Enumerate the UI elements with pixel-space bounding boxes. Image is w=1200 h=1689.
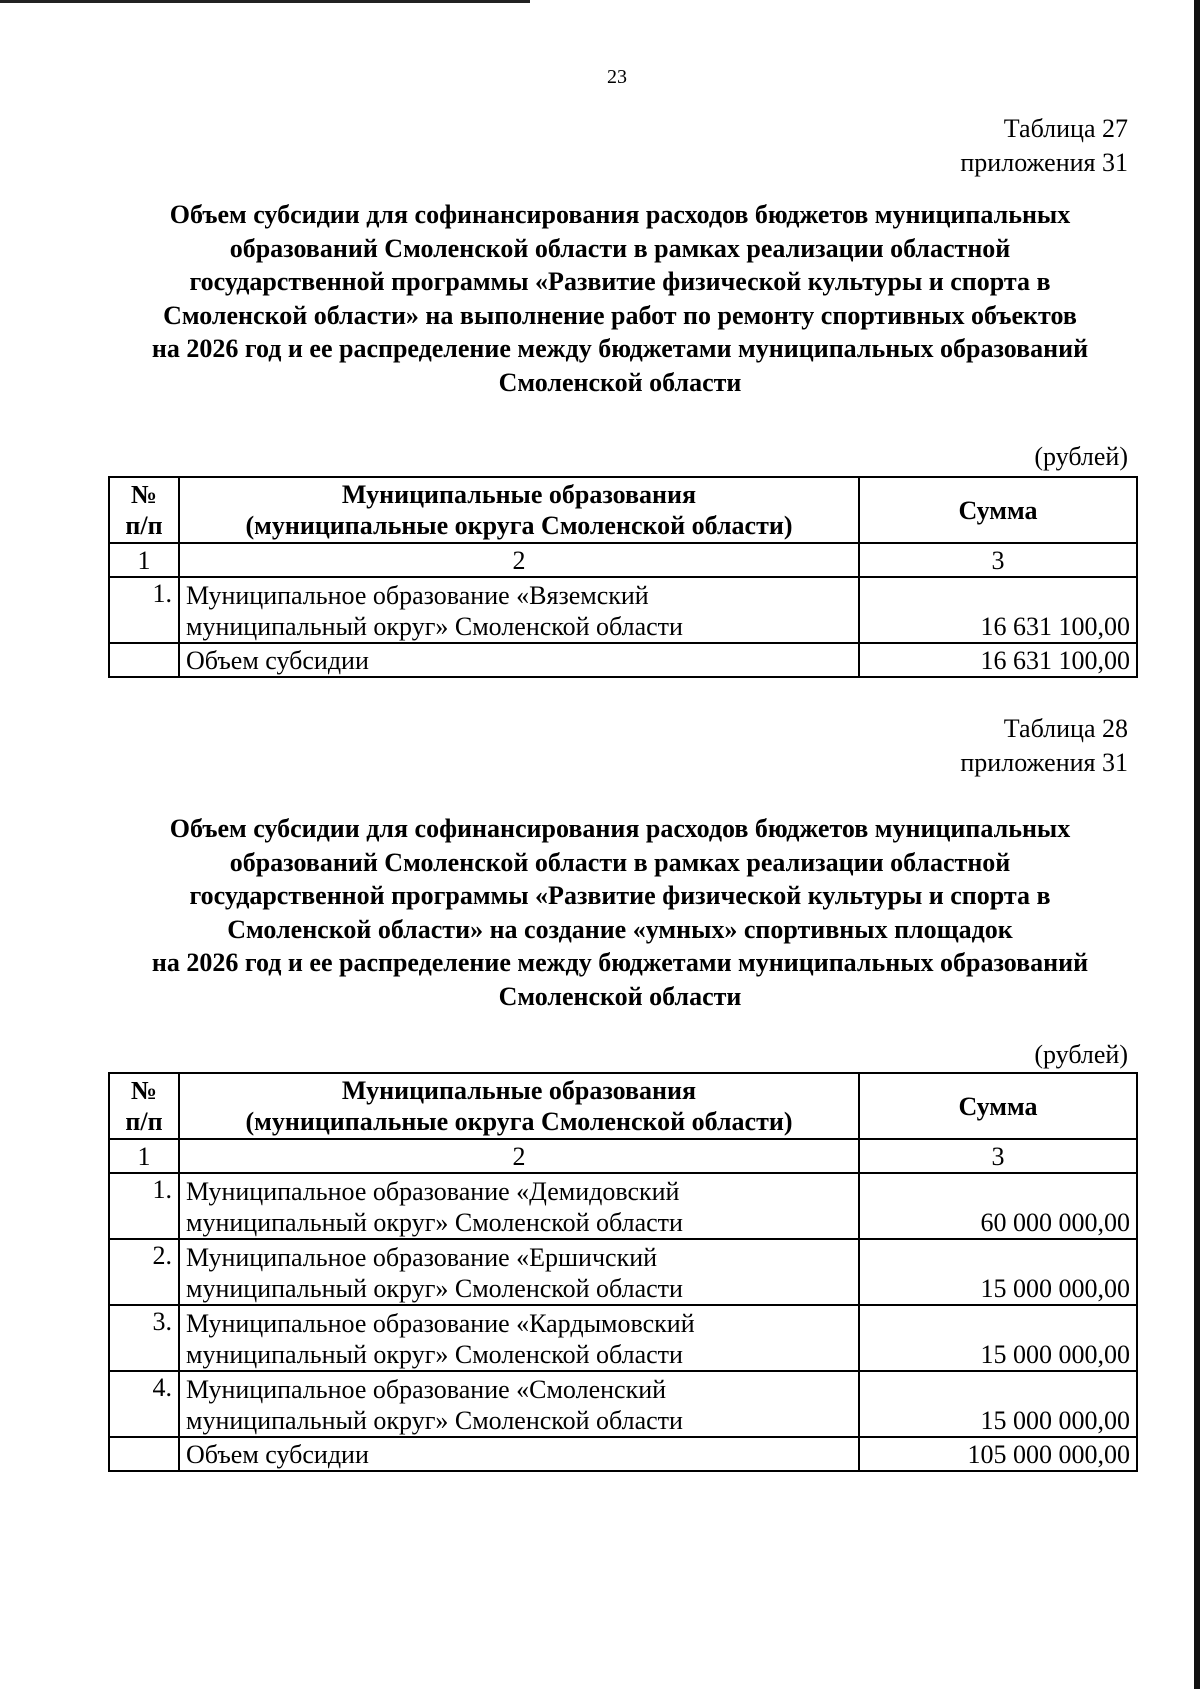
row-sum: 60 000 000,00: [859, 1173, 1137, 1239]
total-row: [109, 1437, 1137, 1471]
column-number: 1: [109, 543, 179, 577]
title-line: Объем субсидии для софинансирования расходов бюджетов муниципальных: [169, 200, 1071, 229]
table-row: [109, 1371, 1137, 1437]
caption-line: Таблица 27: [1003, 114, 1128, 143]
caption-line: приложения 31: [960, 148, 1128, 177]
table-27-title: [105, 198, 1135, 399]
row-number: 3.: [109, 1305, 179, 1371]
total-num-cell: [109, 1437, 179, 1471]
header-num: № п/п: [109, 477, 179, 543]
total-row: [109, 643, 1137, 677]
title-line: Смоленской области» на создание «умных» спортивных площадок: [227, 914, 1013, 944]
column-number: 1: [109, 1139, 179, 1173]
header-name: Муниципальные образования (муниципальные округа Смоленской области): [179, 477, 859, 543]
title-line: Смоленской области: [498, 981, 742, 1011]
column-number: 3: [859, 543, 1137, 577]
row-sum: 16 631 100,00: [859, 577, 1137, 643]
row-number: 2.: [109, 1239, 179, 1305]
header-name: Муниципальные образования (муниципальные округа Смоленской области): [179, 1073, 859, 1139]
total-label: Объем субсидии: [179, 1437, 859, 1471]
header-row: [109, 477, 1137, 543]
total-sum: 16 631 100,00: [859, 643, 1137, 677]
table-28-caption: [960, 712, 1128, 780]
table-row: [109, 1305, 1137, 1371]
title-line: на 2026 год и ее распределение между бюджетами муниципальных образований: [151, 948, 1089, 977]
row-name: Муниципальное образование «Демидовский муниципальный округ» Смоленской области: [179, 1173, 859, 1239]
header-num: № п/п: [109, 1073, 179, 1139]
row-name: Муниципальное образование «Кардымовский муниципальный округ» Смоленской области: [179, 1305, 859, 1371]
row-sum: 15 000 000,00: [859, 1239, 1137, 1305]
total-num-cell: [109, 643, 179, 677]
title-line: государственной программы «Развитие физической культуры и спорта в: [189, 267, 1051, 296]
title-line: государственной программы «Развитие физической культуры и спорта в: [189, 881, 1051, 910]
column-number: 3: [859, 1139, 1137, 1173]
header-row: [109, 1073, 1137, 1139]
row-sum: 15 000 000,00: [859, 1305, 1137, 1371]
table-27-units: (рублей): [1034, 442, 1128, 471]
total-label: Объем субсидии: [179, 643, 859, 677]
header-sum: Сумма: [859, 477, 1137, 543]
column-numbers-row: [109, 543, 1137, 577]
title-line: образований Смоленской области в рамках реализации областной: [229, 233, 1011, 263]
caption-line: Таблица 28: [1003, 714, 1128, 743]
table-28-units: (рублей): [1034, 1040, 1128, 1069]
total-sum: 105 000 000,00: [859, 1437, 1137, 1471]
title-line: Объем субсидии для софинансирования расходов бюджетов муниципальных: [169, 814, 1071, 843]
header-sum: Сумма: [859, 1073, 1137, 1139]
title-line: образований Смоленской области в рамках реализации областной: [229, 847, 1011, 877]
table-row: [109, 1173, 1137, 1239]
table-row: [109, 1239, 1137, 1305]
table-28-title: [105, 812, 1135, 1013]
title-line: Смоленской области: [498, 367, 742, 397]
column-number: 2: [179, 1139, 859, 1173]
row-name: Муниципальное образование «Ершичский муниципальный округ» Смоленской области: [179, 1239, 859, 1305]
table-27-caption: [960, 112, 1128, 180]
page-number: 23: [607, 66, 627, 88]
row-name: Муниципальное образование «Смоленский муниципальный округ» Смоленской области: [179, 1371, 859, 1437]
row-number: 1.: [109, 577, 179, 643]
title-line: на 2026 год и ее распределение между бюджетами муниципальных образований: [151, 334, 1089, 363]
row-number: 4.: [109, 1371, 179, 1437]
row-sum: 15 000 000,00: [859, 1371, 1137, 1437]
column-numbers-row: [109, 1139, 1137, 1173]
table-row: [109, 577, 1137, 643]
table-27: [108, 476, 1138, 678]
row-name: Муниципальное образование «Вяземский муниципальный округ» Смоленской области: [179, 577, 859, 643]
caption-line: приложения 31: [960, 748, 1128, 777]
column-number: 2: [179, 543, 859, 577]
row-number: 1.: [109, 1173, 179, 1239]
scan-edge-right: [1194, 0, 1200, 1689]
scan-edge-top: [0, 0, 530, 3]
title-line: Смоленской области» на выполнение работ по ремонту спортивных объектов: [163, 300, 1077, 330]
table-28: [108, 1072, 1138, 1472]
